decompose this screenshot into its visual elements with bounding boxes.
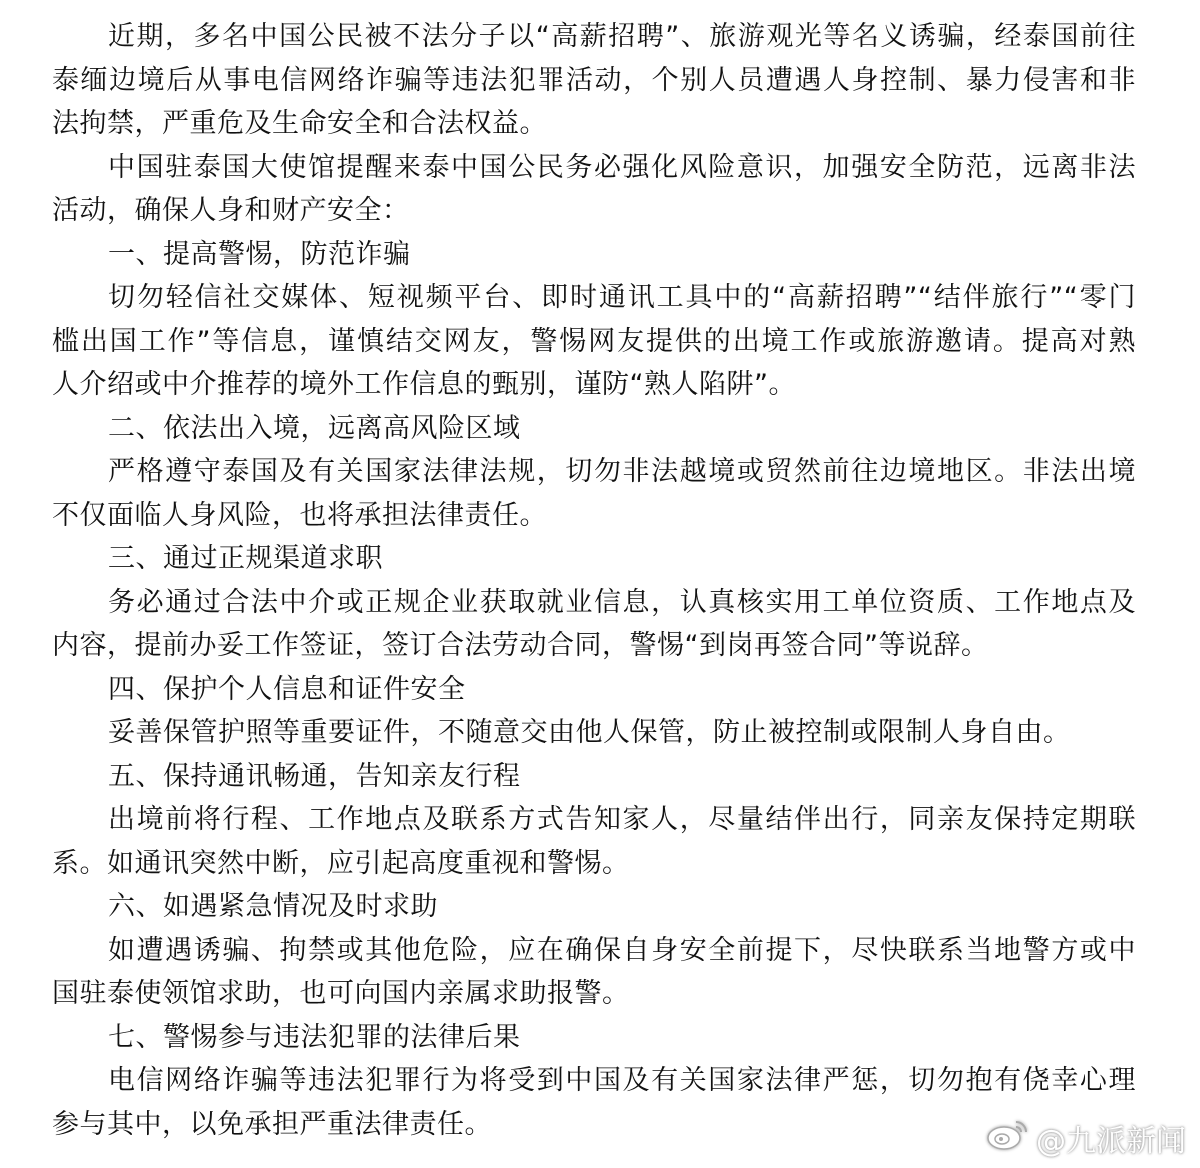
section-heading [52,407,1136,451]
section-heading [52,233,1136,277]
text-line: 二、依法出入境，远离高风险区域 [108,412,521,444]
weibo-icon [986,1116,1030,1160]
text-line: 泰缅边境后从事电信网络诈骗等违法犯罪活动，个别人员遭遇人身控制、暴力侵害和非 [52,64,1136,96]
text-line: 近期，多名中国公民被不法分子以“高薪招聘”、旅游观光等名义诱骗，经泰国前往 [108,21,1136,52]
text-line: 如遭遇诱骗、拘禁或其他危险，应在确保自身安全前提下，尽快联系当地警方或中 [108,934,1136,966]
text-line: 活动，确保人身和财产安全： [52,195,410,226]
paragraph [52,1059,1136,1146]
section-heading [52,1016,1136,1060]
section-heading [52,668,1136,712]
text-line: 一、提高警惕，防范诈骗 [108,238,411,270]
text-line: 务必通过合法中介或正规企业获取就业信息，认真核实用工单位资质、工作地点及 [108,586,1136,618]
paragraph [52,929,1136,1016]
text-line: 七、警惕参与违法犯罪的法律后果 [108,1021,521,1053]
text-line: 系。如通讯突然中断，应引起高度重视和警惕。 [52,847,630,879]
text-line: 切勿轻信社交媒体、短视频平台、即时通讯工具中的“高薪招聘”“结伴旅行”“零门 [108,282,1136,313]
text-line: 槛出国工作”等信息，谨慎结交网友，警惕网友提供的出境工作或旅游邀请。提高对熟 [52,325,1136,357]
paragraph [52,711,1136,755]
section-heading [52,537,1136,581]
text-line: 不仅面临人身风险，也将承担法律责任。 [52,499,547,531]
watermark [986,1116,1186,1160]
text-line: 五、保持通讯畅通，告知亲友行程 [108,760,521,792]
text-line: 四、保护个人信息和证件安全 [108,673,466,705]
text-line: 内容，提前办妥工作签证，签订合法劳动合同，警惕“到岗再签合同”等说辞。 [52,630,989,661]
text-line: 人介绍或中介推荐的境外工作信息的甄别，谨防“熟人陷阱”。 [52,369,796,400]
section-heading [52,755,1136,799]
paragraph [52,15,1136,146]
paragraph [52,276,1136,407]
text-line: 参与其中，以免承担严重法律责任。 [52,1108,492,1140]
text-line: 六、如遇紧急情况及时求助 [108,891,438,922]
text-line: 国驻泰使领馆求助，也可向国内亲属求助报警。 [52,978,630,1009]
section-heading [52,885,1136,929]
paragraph [52,581,1136,668]
text-line: 严格遵守泰国及有关国家法律法规，切勿非法越境或贸然前往边境地区。非法出境 [108,456,1136,487]
text-line: 电信网络诈骗等违法犯罪行为将受到中国及有关国家法律严惩，切勿抱有侥幸心理 [108,1065,1136,1096]
text-line: 法拘禁，严重危及生命安全和合法权益。 [52,108,547,139]
text-line: 妥善保管护照等重要证件，不随意交由他人保管，防止被控制或限制人身自由。 [108,717,1071,748]
paragraph [52,450,1136,537]
watermark-text: @九派新闻 [1036,1124,1186,1159]
notice-document [52,15,1136,1146]
text-line: 中国驻泰国大使馆提醒来泰中国公民务必强化风险意识，加强安全防范，远离非法 [108,151,1136,183]
paragraph [52,798,1136,885]
paragraph [52,146,1136,233]
text-line: 三、通过正规渠道求职 [108,543,383,574]
text-line: 出境前将行程、工作地点及联系方式告知家人，尽量结伴出行，同亲友保持定期联 [108,804,1136,835]
